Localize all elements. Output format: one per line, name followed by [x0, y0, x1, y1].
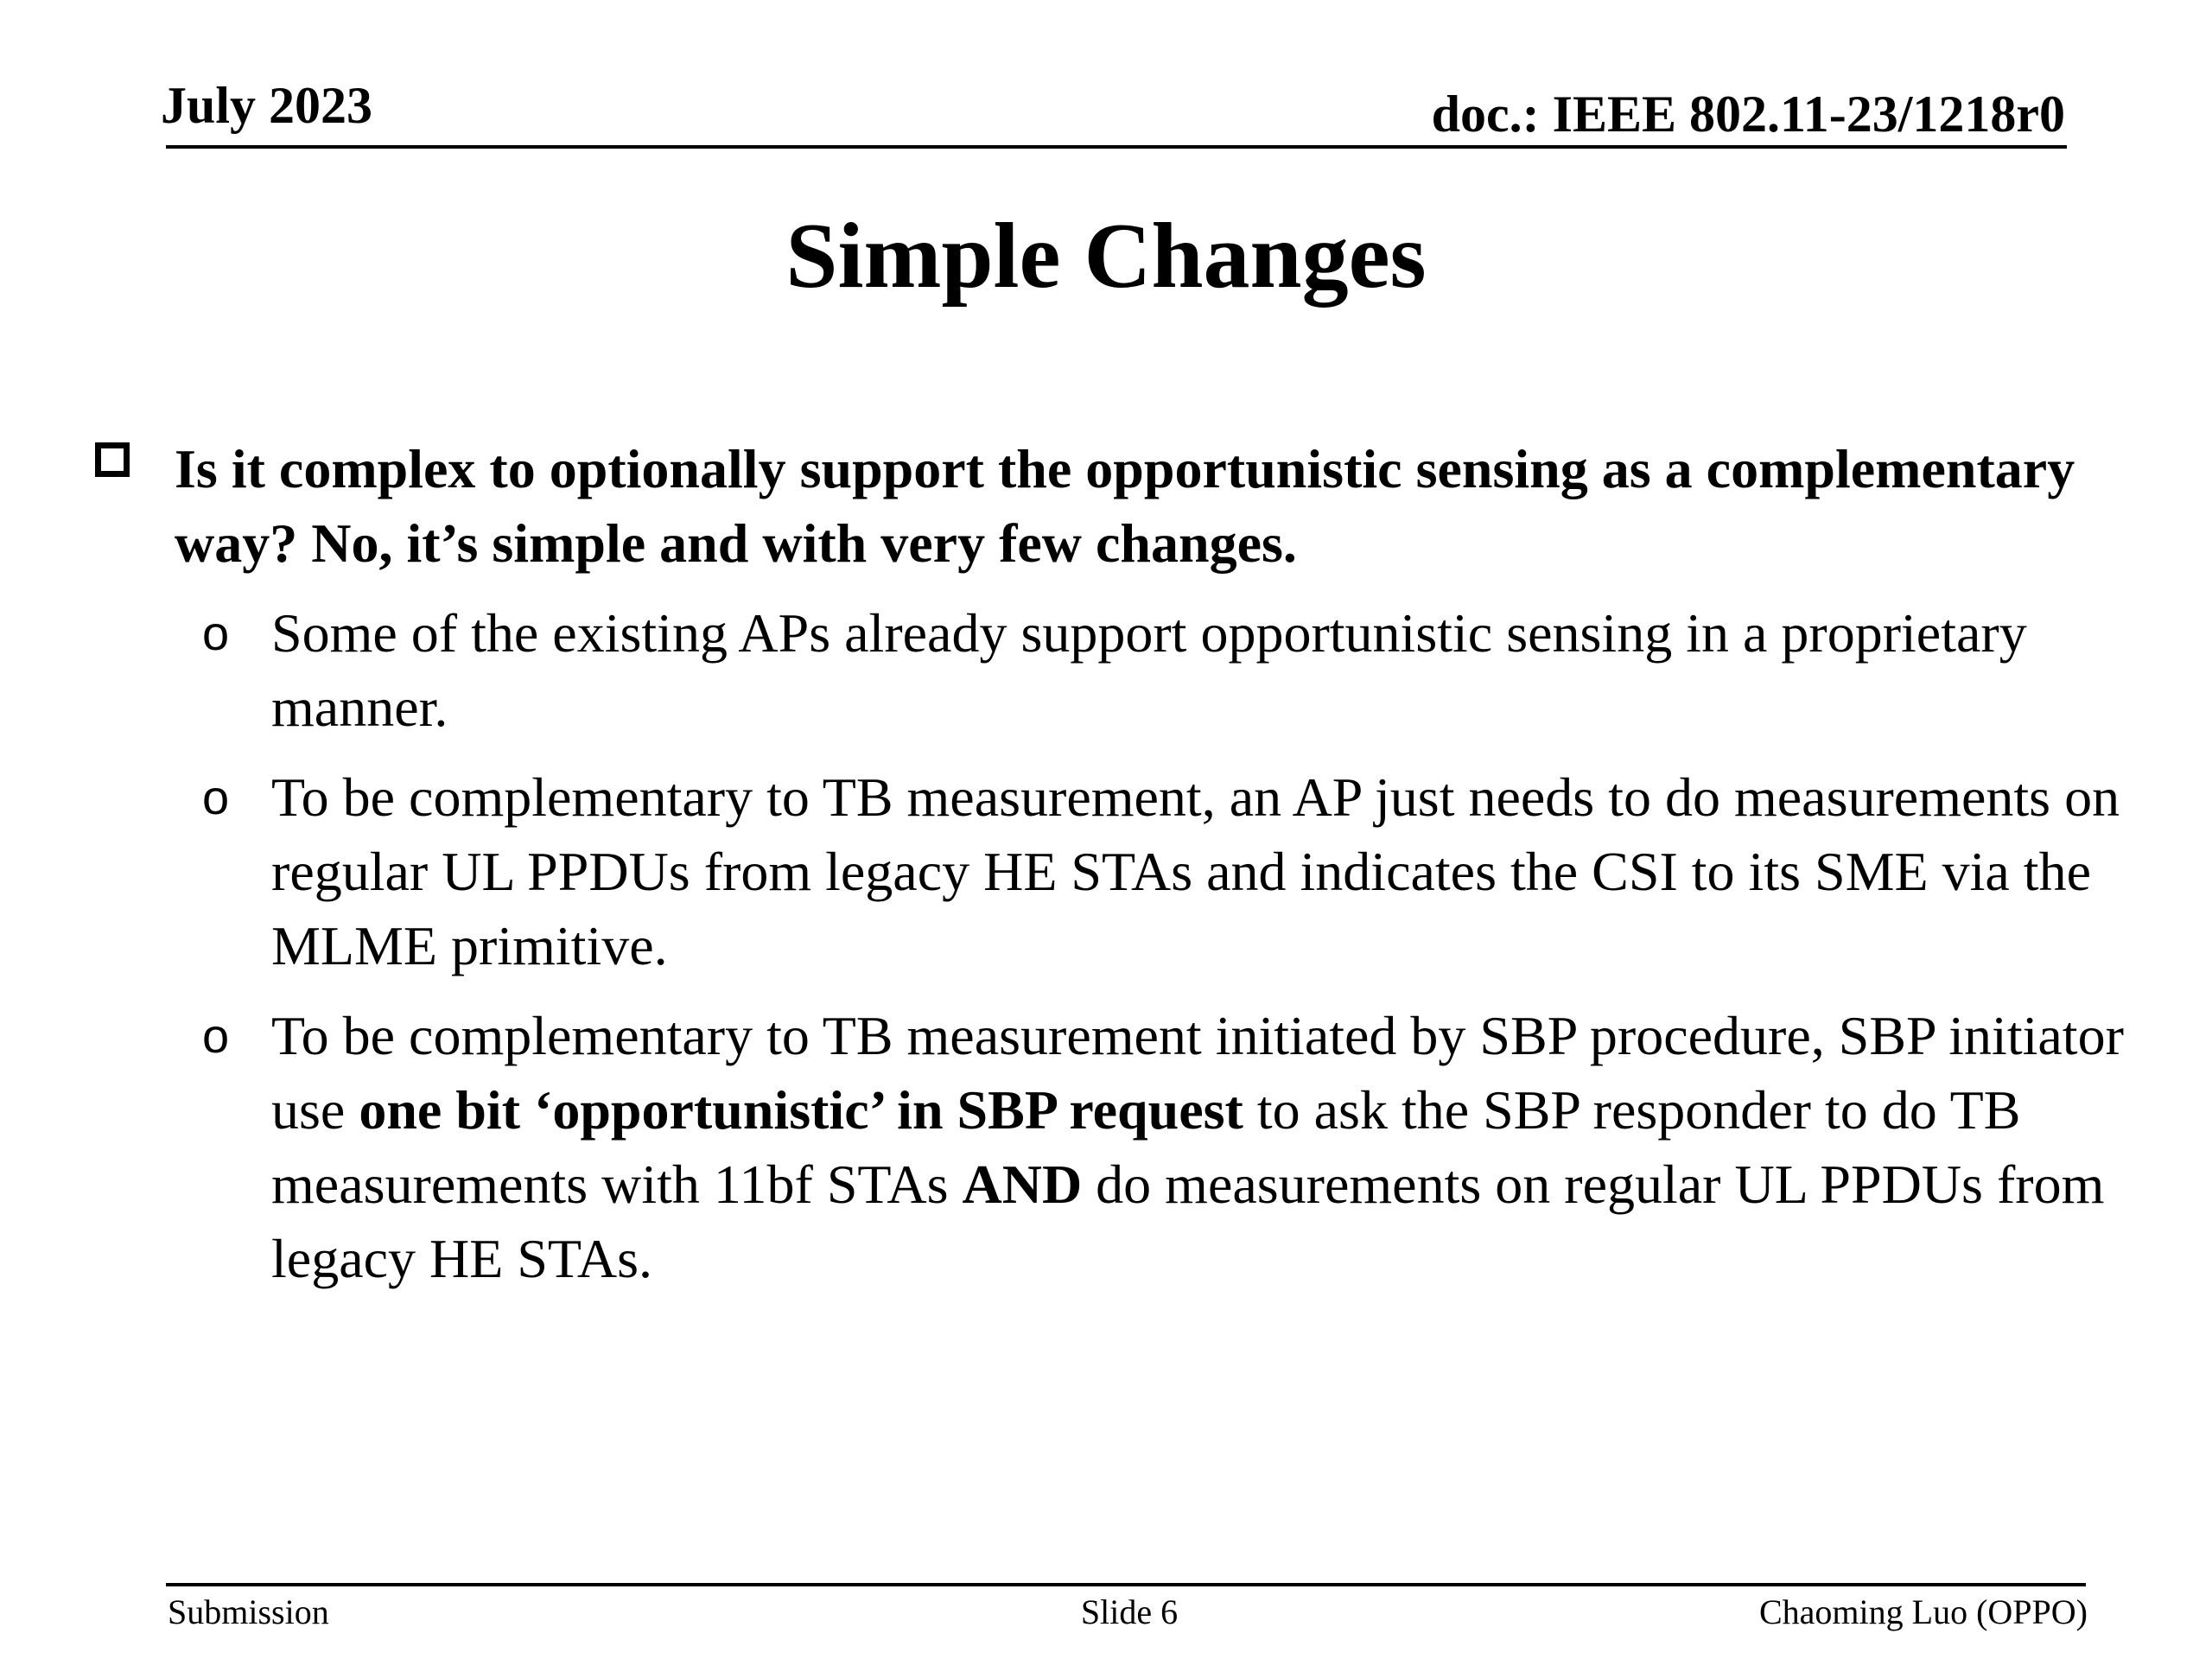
- sub-bullet-text-part: to ask the SBP responder to do TB measurements with 11bf STAs: [271, 1079, 2021, 1215]
- footer-divider: [166, 1583, 2086, 1586]
- footer-submission: Submission: [168, 1592, 329, 1631]
- main-bullet-text: Is it complex to optionally support the opportunistic sensing as a complementary way? No, it’s simple and with very few changes.: [175, 438, 2075, 574]
- circle-bullet-icon: o: [202, 606, 230, 660]
- slide-title: Simple Changes: [785, 205, 1427, 308]
- sub-bullet-list: [202, 596, 2155, 1312]
- main-bullet: [95, 432, 2108, 581]
- sub-bullet-emphasis: one bit ‘opportunistic’ in SBP request: [359, 1079, 1243, 1141]
- sub-bullet-item: [202, 999, 2155, 1296]
- footer-author: Chaoming Luo (OPPO): [1759, 1592, 2088, 1631]
- header-doc-id: doc.: IEEE 802.11-23/1218r0: [1431, 86, 2065, 143]
- circle-bullet-icon: o: [202, 770, 230, 824]
- sub-bullet-text-part: do measurements on regular UL PPDUs from legacy HE STAs.: [271, 1154, 2105, 1289]
- sub-bullet-item: [202, 760, 2155, 983]
- header-divider: [166, 145, 2067, 149]
- sub-bullet-item: [202, 596, 2155, 745]
- sub-bullet-text: [271, 999, 2155, 1296]
- circle-bullet-icon: o: [202, 1008, 230, 1063]
- footer-slide-number: Slide 6: [1080, 1592, 1179, 1631]
- sub-bullet-text-part: To be complementary to TB measurement initiated by SBP procedure, SBP initiator use: [271, 1005, 2124, 1141]
- sub-bullet-emphasis: AND: [962, 1154, 1083, 1215]
- square-bullet-icon: [95, 442, 130, 477]
- header-date: July 2023: [161, 77, 373, 134]
- sub-bullet-text: Some of the existing APs already support opportunistic sensing in a proprietary manner.: [271, 602, 2027, 738]
- sub-bullet-text: To be complementary to TB measurement, an AP just needs to do measurements on regular UL PPDUs from legacy HE STAs and indicates the CSI to its SME via the MLME primitive.: [271, 766, 2120, 976]
